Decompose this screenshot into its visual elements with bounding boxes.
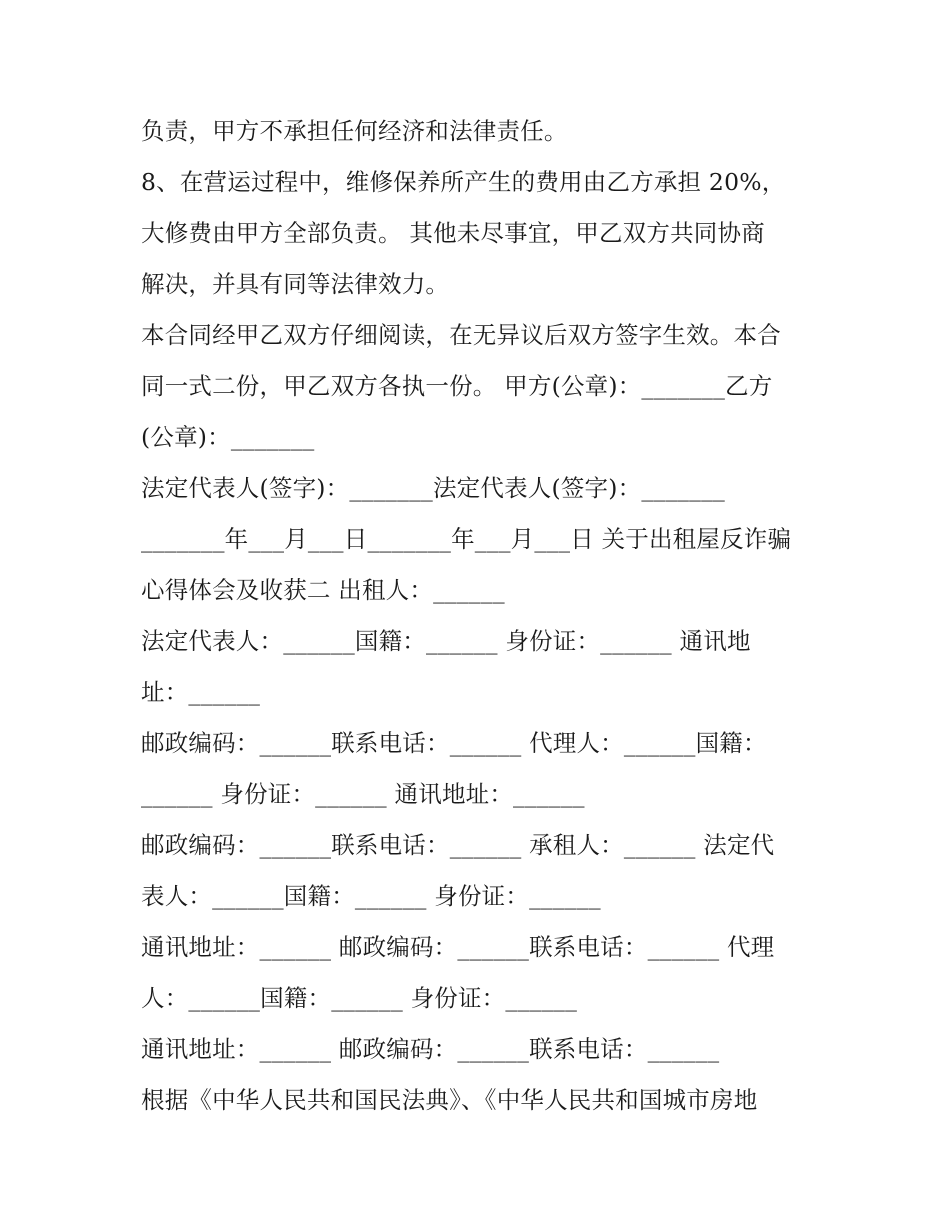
text-line: 表人：______国籍：______ 身份证：______ bbox=[141, 882, 601, 910]
text-line: 法定代表人(签字)：_______法定代表人(签字)：_______ bbox=[141, 474, 725, 502]
text-line: 通讯地址：______ 邮政编码：______联系电话：______ 代理 bbox=[141, 933, 775, 961]
text-line: (公章)：_______ bbox=[141, 423, 315, 451]
text-line: 邮政编码：______联系电话：______ 代理人：______国籍： bbox=[141, 729, 767, 757]
text-line: 解决，并具有同等法律效力。 bbox=[141, 270, 450, 298]
text-line: 8、在营运过程中，维修保养所产生的费用由乙方承担 20%， bbox=[141, 168, 786, 196]
text-line: 根据《中华人民共和国民法典》、《中华人民共和国城市房地 bbox=[141, 1086, 758, 1114]
text-line: 通讯地址：______ 邮政编码：______联系电话：______ bbox=[141, 1035, 720, 1063]
text-line: 同一式二份，甲乙双方各执一份。 甲方(公章)：_______乙方 bbox=[141, 372, 773, 400]
contract-text bbox=[141, 106, 821, 1126]
text-line: 心得体会及收获二 出租人：______ bbox=[141, 576, 505, 604]
text-line: 人：______国籍：______ 身份证：______ bbox=[141, 984, 578, 1012]
text-line: _______年___月___日_______年___月___日 关于出租屋反诈骗 bbox=[141, 525, 792, 553]
text-line: ______ 身份证：______ 通讯地址：______ bbox=[141, 780, 585, 808]
text-line: 大修费由甲方全部负责。 其他未尽事宜，甲乙双方共同协商 bbox=[141, 219, 765, 247]
text-line: 法定代表人：______国籍：______ 身份证：______ 通讯地 bbox=[141, 627, 751, 655]
text-line: 本合同经甲乙双方仔细阅读，在无异议后双方签字生效。本合 bbox=[141, 321, 781, 349]
text-line: 址：______ bbox=[141, 678, 261, 706]
text-line: 邮政编码：______联系电话：______ 承租人：______ 法定代 bbox=[141, 831, 775, 859]
text-line: 负责，甲方不承担任何经济和法律责任。 bbox=[141, 117, 568, 145]
